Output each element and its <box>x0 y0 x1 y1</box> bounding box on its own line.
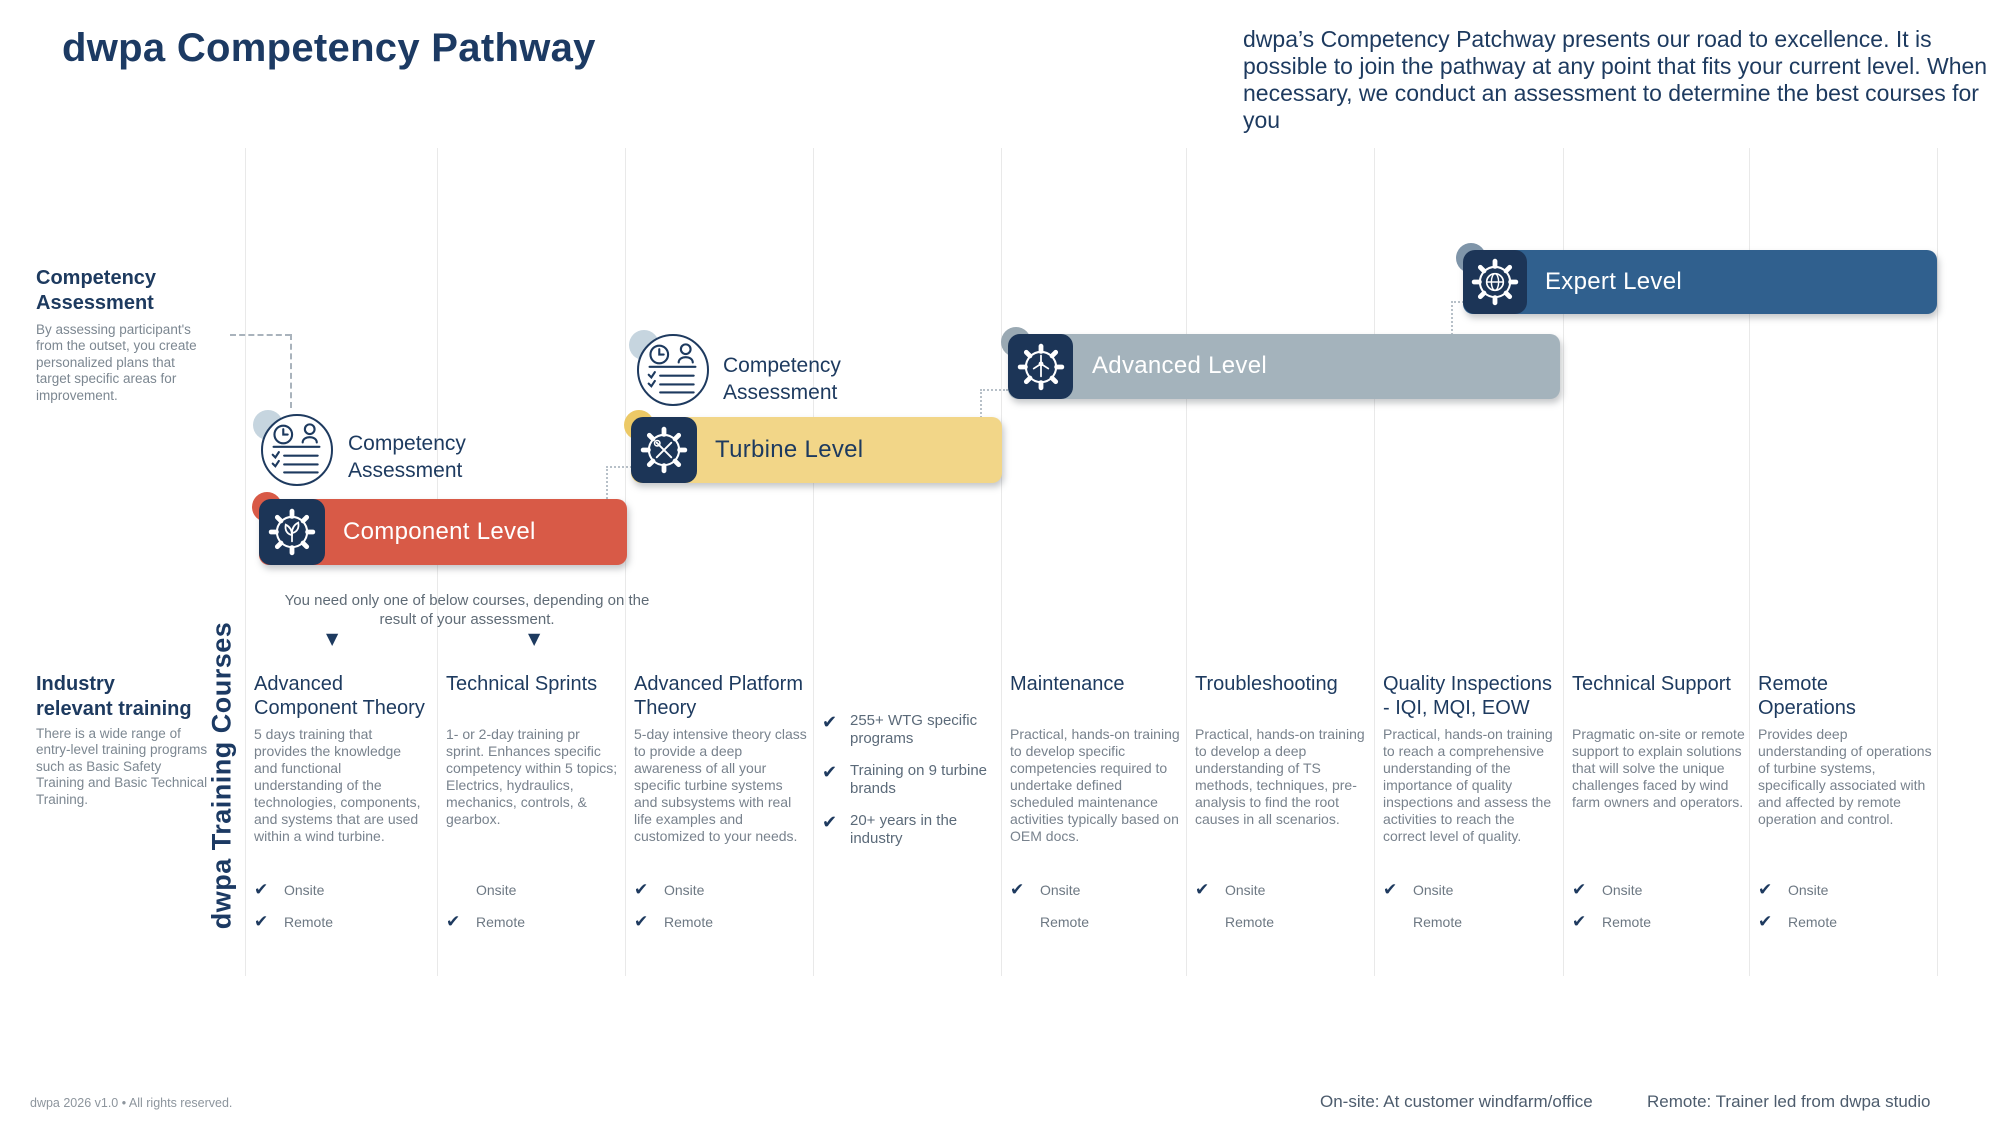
onsite-label: Onsite <box>1788 882 1829 898</box>
courses-note: You need only one of below courses, depending on the result of your assessment. <box>284 592 650 628</box>
check-icon: ✔ <box>1010 880 1025 900</box>
course-title: Remote Operations <box>1758 673 1856 720</box>
remote-label: Remote <box>1225 914 1275 930</box>
check-icon: ✔ <box>822 762 838 783</box>
course-remote-operations <box>1758 672 1934 956</box>
competency-assessment-label: Competency Assessment <box>348 432 466 483</box>
industry-note-body: There is a wide range of entry-level training programs such as Basic Safety Training and Basic Technical Training. <box>36 726 208 807</box>
remote-option <box>254 914 430 938</box>
course-technical-sprints <box>446 672 622 956</box>
stat-text: 255+ WTG specific programs <box>850 712 978 747</box>
course-title: Troubleshooting <box>1195 673 1338 695</box>
course-body: 5-day intensive theory class to provide a deep awareness of all your specific turbine systems and subsystems with real life examples and customized to your needs. <box>634 726 807 845</box>
course-body: 5 days training that provides the knowledge and functional understanding of the technologies, components, and systems that are used within a wind turbine. <box>254 726 421 845</box>
check-icon: ✔ <box>1195 880 1210 900</box>
course-body: Practical, hands-on training to reach a comprehensive understanding of the importance of quality inspections and assess the activities to reach the correct level of quality. <box>1383 726 1553 845</box>
course-advanced-component-theory <box>254 672 430 956</box>
intro-paragraph: dwpa’s Competency Patchway presents our road to excellence. It is possible to join the pathway at any point that fits your current level. When necessary, we conduct an assessment to determine the best courses for you <box>1243 26 1988 133</box>
course-body: Practical, hands-on training to develop specific competencies required to undertake defined scheduled maintenance activities typically based on OEM docs. <box>1010 726 1180 845</box>
remote-label: Remote <box>1040 914 1090 930</box>
level-connector <box>606 466 608 499</box>
check-icon: ✔ <box>634 912 649 932</box>
course-body: Provides deep understanding of operations of turbine systems, specifically associated with and affected by remote operation and control. <box>1758 726 1932 828</box>
check-icon: ✔ <box>1758 880 1773 900</box>
remote-option <box>446 914 622 938</box>
course-technical-support <box>1572 672 1748 956</box>
stat-item <box>822 712 1012 748</box>
course-title: Advanced Component Theory <box>254 673 425 720</box>
remote-label: Remote <box>476 914 526 930</box>
column-divider <box>625 148 626 976</box>
check-icon: ✔ <box>1572 880 1587 900</box>
column-divider <box>1937 148 1938 976</box>
stat-text: 20+ years in the industry <box>850 812 958 847</box>
course-title: Technical Support <box>1572 673 1731 695</box>
remote-label: Remote <box>1413 914 1463 930</box>
remote-option <box>1758 914 1934 938</box>
check-icon: ✔ <box>822 712 838 733</box>
remote-label: Remote <box>1602 914 1652 930</box>
onsite-option <box>254 882 430 906</box>
component-level-label: Component Level <box>343 518 536 545</box>
onsite-option <box>1758 882 1934 906</box>
check-icon: ✔ <box>254 912 269 932</box>
remote-option <box>1572 914 1748 938</box>
onsite-option <box>1572 882 1748 906</box>
level-connector <box>980 389 982 418</box>
dashed-connector <box>290 334 292 408</box>
check-icon: ✔ <box>1383 880 1398 900</box>
onsite-label: Onsite <box>1040 882 1081 898</box>
onsite-label: Onsite <box>284 882 325 898</box>
remote-option <box>1010 914 1186 938</box>
stat-text: Training on 9 turbine brands <box>850 762 988 797</box>
check-icon: ✔ <box>634 880 649 900</box>
gear-globe-icon <box>1463 250 1527 314</box>
course-maintenance <box>1010 672 1186 956</box>
onsite-option <box>446 882 622 906</box>
gear-turbine-icon <box>1008 334 1073 399</box>
course-advanced-platform-theory <box>634 672 810 956</box>
stat-item <box>822 762 1012 798</box>
check-icon: ✔ <box>1572 912 1587 932</box>
onsite-option <box>634 882 810 906</box>
onsite-label: Onsite <box>476 882 517 898</box>
remote-legend: Remote: Trainer led from dwpa studio <box>1647 1092 1931 1111</box>
gear-tools-icon <box>631 417 697 483</box>
course-body: Practical, hands-on training to develop a deep understanding of TS methods, techniques, pre-analysis to find the root causes in all scenarios. <box>1195 726 1365 828</box>
industry-note-title: Industry relevant training <box>36 673 192 720</box>
onsite-label: Onsite <box>664 882 705 898</box>
check-icon: ✔ <box>1758 912 1773 932</box>
column-divider <box>813 148 814 976</box>
course-quality-inspections <box>1383 672 1559 956</box>
page-title: dwpa Competency Pathway <box>62 26 596 70</box>
onsite-label: Onsite <box>1602 882 1643 898</box>
gear-leaf-icon <box>259 499 325 565</box>
advanced-level-label: Advanced Level <box>1092 352 1267 379</box>
dashed-connector <box>230 334 291 336</box>
onsite-label: Onsite <box>1225 882 1266 898</box>
expert-level-band <box>1463 250 1937 314</box>
assessment-note-title: Competency Assessment <box>36 267 157 314</box>
level-connector <box>980 389 1008 391</box>
onsite-option <box>1383 882 1559 906</box>
level-connector <box>1451 301 1453 335</box>
onsite-legend: On-site: At customer windfarm/office <box>1320 1092 1593 1111</box>
column-divider <box>245 148 246 976</box>
copyright-text: dwpa 2026 v1.0 • All rights reserved. <box>30 1096 233 1110</box>
advanced-level-band <box>1008 334 1560 399</box>
course-title: Quality Inspections - IQI, MQI, EOW <box>1383 673 1552 720</box>
course-title: Technical Sprints <box>446 673 598 695</box>
course-title: Maintenance <box>1010 673 1125 695</box>
competency-assessment-label: Competency Assessment <box>723 354 841 405</box>
remote-option <box>1383 914 1559 938</box>
remote-label: Remote <box>664 914 714 930</box>
course-body: 1- or 2-day training pr sprint. Enhances specific competency within 5 topics; Electrics, hydraulics, mechanics, controls, & gearbox. <box>446 726 618 828</box>
turbine-level-band <box>631 417 1002 483</box>
column-divider <box>1186 148 1187 976</box>
training-courses-axis-label: dwpa Training Courses <box>206 621 237 930</box>
remote-option <box>1195 914 1371 938</box>
remote-label: Remote <box>1788 914 1838 930</box>
check-icon: ✔ <box>822 812 838 833</box>
onsite-label: Onsite <box>1413 882 1454 898</box>
stat-item <box>822 812 1012 848</box>
course-body: Pragmatic on-site or remote support to explain solutions that will solve the unique challenges faced by wind farm owners and operators. <box>1572 726 1745 811</box>
check-icon: ✔ <box>254 880 269 900</box>
arrow-down-icon: ▼ <box>528 629 541 648</box>
course-troubleshooting <box>1195 672 1371 956</box>
check-icon: ✔ <box>446 912 461 932</box>
level-connector <box>606 466 632 468</box>
component-level-band <box>259 499 627 565</box>
competency-assessment-icon <box>637 334 709 406</box>
course-title: Advanced Platform Theory <box>634 673 803 720</box>
remote-label: Remote <box>284 914 334 930</box>
arrow-down-icon: ▼ <box>326 629 339 648</box>
column-divider <box>1374 148 1375 976</box>
onsite-option <box>1010 882 1186 906</box>
turbine-level-label: Turbine Level <box>715 436 864 463</box>
remote-option <box>634 914 810 938</box>
assessment-note-body: By assessing participant's from the outset, you create personalized plans that target specific areas for improvement. <box>36 322 197 403</box>
stats-column <box>822 712 1012 862</box>
onsite-option <box>1195 882 1371 906</box>
competency-assessment-icon <box>261 414 333 486</box>
expert-level-label: Expert Level <box>1545 268 1683 295</box>
